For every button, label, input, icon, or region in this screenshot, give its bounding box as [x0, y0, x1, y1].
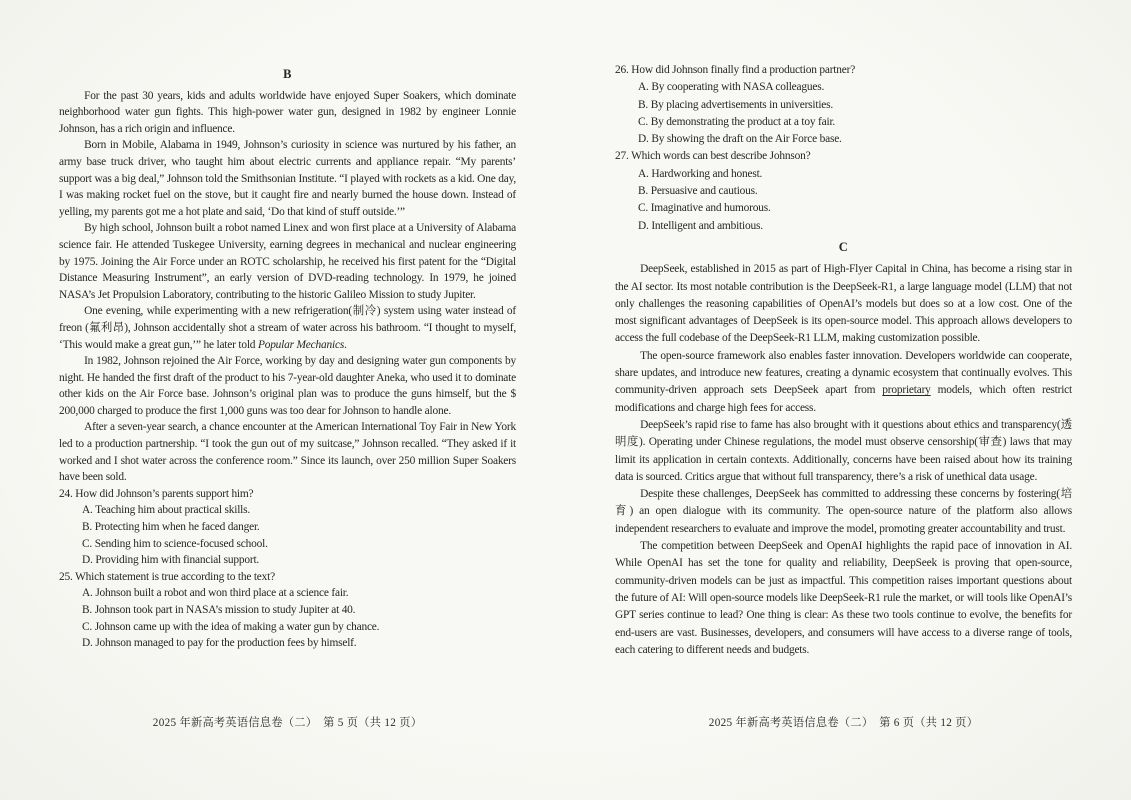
answer-option: A. Hardworking and honest. — [638, 167, 763, 180]
answer-option: B. Johnson took part in NASA’s mission to study Jupiter at 40. — [82, 604, 356, 616]
answer-option: A. Teaching him about practical skills. — [82, 504, 251, 517]
passage-paragraph: Despite these challenges, DeepSeek has committed to addressing these concerns by fostering(培育) an open dialogue with its community. The open-source nature of the platform also allows independent researchers to evaluate and improve the model, promoting greater accountability and trust. — [615, 488, 1072, 535]
answer-option: B. By placing advertisements in universities. — [638, 98, 834, 111]
question-number: 25. — [59, 570, 76, 583]
exam-page-6 — [615, 62, 1072, 772]
question-text: How did Johnson’s parents support him? — [75, 487, 254, 500]
question-number: 27. — [615, 150, 632, 163]
exam-page-5 — [59, 62, 516, 772]
answer-option: D. By showing the draft on the Air Force base. — [638, 133, 842, 146]
question-number: 24. — [59, 487, 76, 500]
question-text: How did Johnson finally find a production partner? — [631, 64, 856, 76]
passage-paragraph: After a seven-year search, a chance encounter at the American International Toy Fair in New York led to a production partnership. “I took the gun out of my suitcase,” Johnson recalled. “They asked if it worked and I shot water across the conference room.” Since its launch, over 250 million Super Soakers have been sold. — [59, 421, 516, 484]
question-stem — [59, 569, 516, 586]
answer-option: C. Johnson came up with the idea of making a water gun by chance. — [82, 620, 380, 633]
answer-option: D. Intelligent and ambitious. — [638, 219, 763, 232]
page-5-content — [59, 66, 516, 652]
question-block — [59, 486, 516, 569]
section-heading: B — [283, 67, 292, 81]
answer-option: A. Johnson built a robot and won third place at a science fair. — [82, 587, 349, 600]
section-heading: C — [838, 239, 849, 254]
question-block — [615, 148, 1072, 234]
answer-option: B. Protecting him when he faced danger. — [82, 521, 260, 534]
passage-paragraph: Born in Mobile, Alabama in 1949, Johnson’s curiosity in science was nurtured by his father, an army base truck driver, who taught him about electric currents and appliance repair. “My parents’ support was a big deal,” Johnson told the Smithsonian Institute. “I played with rockets as a kid. One day, I was making rocket fuel on the stove, but it caught fire and nearly burned the house down. Instead of yelling, my parents got me a hot plate and said, ‘Do that kind of stuff outside.’” — [59, 139, 516, 218]
passage-paragraph: The competition between DeepSeek and OpenAI highlights the rapid pace of innovation in AI. While OpenAI has set the tone for quality and reliability, DeepSeek is proving that open-source, community-driven models can be just as impactful. This competition raises important questions about the future of AI: Will open-source models like DeepSeek-R1 rule the market, or will tools like OpenAI’s GPT series continue to lead? One thing is clear: As these two tools continue to evolve, the benefits for end-users are vast. Businesses, developers, and consumers will have access to a diverse range of tools, each catering to different needs and budgets. — [615, 540, 1072, 656]
answer-option: C. Sending him to science-focused school. — [82, 537, 268, 550]
question-text: Which statement is true according to the text? — [75, 570, 275, 583]
answer-option: B. Persuasive and cautious. — [638, 185, 758, 198]
question-block — [59, 569, 516, 652]
passage-paragraph: For the past 30 years, kids and adults worldwide have enjoyed Super Soakers, which dominate neighborhood water gun fights. This high-power water gun, designed in 1982 by engineer Lonnie Johnson, has a rich origin and influence. — [59, 89, 516, 135]
question-text: Which words can best describe Johnson? — [631, 150, 811, 163]
answer-option: D. Johnson managed to pay for the production fees by himself. — [82, 637, 357, 650]
passage-paragraph: In 1982, Johnson rejoined the Air Force, working by day and designing water gun components by night. He handed the first draft of the product to his 7-year-old daughter Aneka, who used it to dominate other kids on the Air Force base. Johnson’s original plan was to produce the guns himself, but the $ 200,000 charged to produce the first 1,000 guns was too dear for Johnson to handle alone. — [59, 355, 516, 417]
passage-paragraph: The open-source framework also enables faster innovation. Developers worldwide can cooperate, share updates, and introduce new features, creating a dynamic ecosystem that continually evolves. This community-driven approach sets DeepSeek apart from proprietary models, which often restrict modifications and charge high fees for access. — [615, 349, 1072, 414]
question-stem — [615, 148, 1072, 165]
passage-paragraph: DeepSeek, established in 2015 as part of High-Flyer Capital in China, has become a rising star in the AI sector. Its most notable contribution is the DeepSeek-R1, a large language model (LLM) that not only challenges the reasoning capabilities of OpenAI’s models but does so at a low cost. One of the most significant advantages of DeepSeek is its open-source model. This approach allows developers to access the full codebase of the DeepSeek-R1 LLM, making customization possible. — [615, 263, 1072, 345]
page-6-footer: 2025 年新高考英语信息卷（二） 第 6 页（共 12 页） — [708, 717, 979, 729]
page-6-content — [615, 62, 1072, 659]
answer-option: C. Imaginative and humorous. — [638, 202, 771, 215]
answer-option: A. By cooperating with NASA colleagues. — [638, 81, 825, 94]
question-stem — [59, 486, 516, 503]
passage-paragraph: One evening, while experimenting with a new refrigeration(制冷) system using water instead of freon (氟利昂), Johnson accidentally shot a stream of water across his bathroom. “I thought to myself, ‘This would make a great gun,’” he later told Popular Mechanics. — [59, 305, 516, 351]
page-5-footer: 2025 年新高考英语信息卷（二） 第 5 页（共 12 页） — [152, 717, 423, 729]
question-block — [615, 62, 1072, 148]
question-stem — [615, 62, 1072, 79]
answer-option: C. By demonstrating the product at a toy fair. — [638, 115, 836, 128]
answer-option: D. Providing him with financial support. — [82, 554, 260, 567]
question-number: 26. — [615, 64, 632, 76]
passage-paragraph: DeepSeek’s rapid rise to fame has also brought with it questions about ethics and transparency(透明度). Operating under Chinese regulations, the model must observe censorship(审查) laws that may limit its application in certain contexts. Additionally, concerns have been raised about how its training data is sourced. Critics argue that without full transparency, there’s a risk of unethical data usage. — [615, 418, 1072, 483]
passage-paragraph: By high school, Johnson built a robot named Linex and won first place at a University of Alabama science fair. He attended Tuskegee University, earning degrees in mechanical and nuclear engineering by 1975. Joining the Air Force under an ROTC scholarship, he received his first patent for the “Digital Distance Measuring Instrument”, an early version of DVD-reading technology. In 1979, he joined NASA’s Jet Propulsion Laboratory, contributing to the historic Galileo Mission to study Jupiter. — [59, 222, 516, 301]
